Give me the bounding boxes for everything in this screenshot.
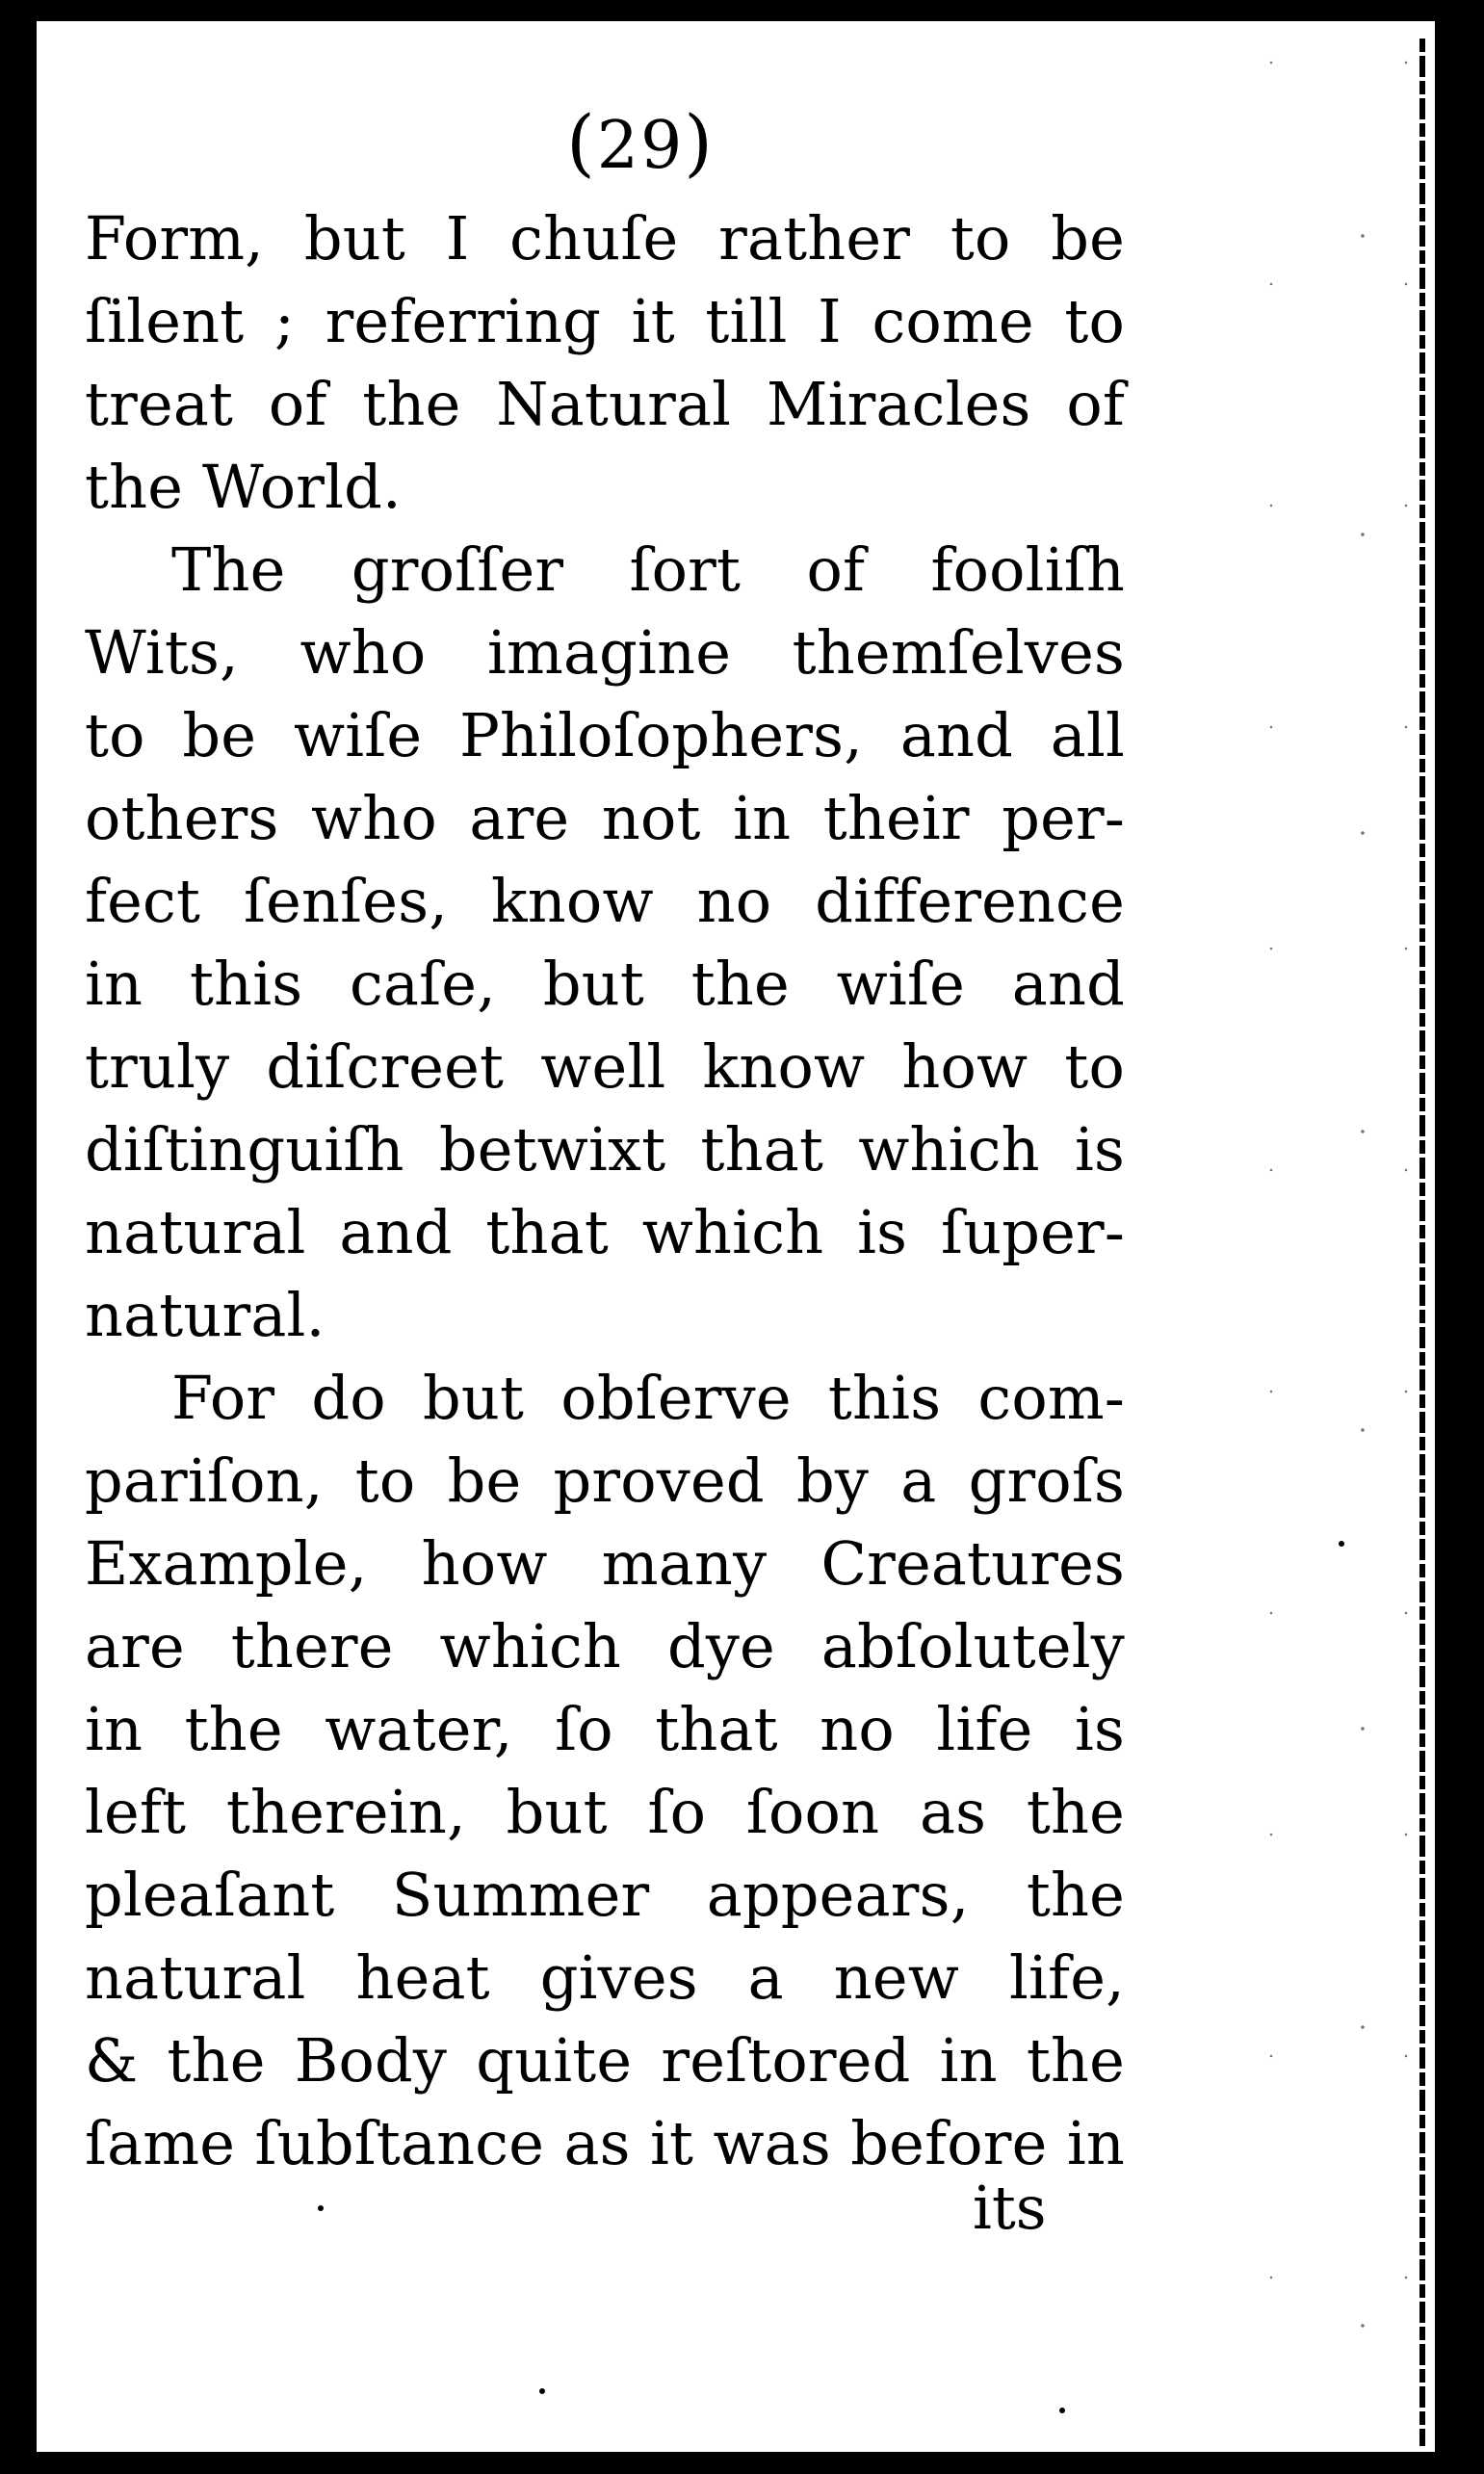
text-line: left therein, but ſo ſoon as the: [85, 1777, 1125, 1847]
text-line: ſame ſubſtance as it was before in: [85, 2108, 1125, 2178]
text-line: natural and that which is ſuper-: [85, 1197, 1125, 1267]
text-line: pleaſant Summer appears, the: [85, 1860, 1125, 1930]
text-line: the World.: [85, 452, 402, 522]
text-line: pariſon, to be proved by a groſs: [85, 1445, 1125, 1516]
text-line: in this caſe, but the wiſe and: [85, 949, 1125, 1019]
text-line: For do but obſerve this com-: [171, 1363, 1125, 1433]
text-line: Form, but I chuſe rather to be: [85, 203, 1125, 273]
page-number: (29): [566, 99, 715, 185]
text-line: treat of the Natural Miracles of: [85, 369, 1125, 439]
text-line: to be wiſe Philoſophers, and all: [85, 700, 1125, 770]
text-line: truly diſcreet well know how to: [85, 1031, 1125, 1102]
text-line: are there which dye abſolutely: [85, 1611, 1125, 1681]
text-line: Wits, who imagine themſelves: [85, 617, 1125, 688]
scan-border-bottom: [0, 2452, 1484, 2474]
scan-border-left: [0, 0, 37, 2474]
text-line: diſtinguiſh betwixt that which is: [85, 1114, 1125, 1185]
scan-border-right: [1435, 0, 1484, 2474]
text-line: The groſſer ſort of fooliſh: [171, 534, 1125, 605]
text-line: ſilent ; referring it till I come to: [85, 286, 1125, 356]
scan-border-top: [0, 0, 1484, 21]
book-edge-shadow: [1419, 39, 1425, 2446]
text-line: fect ſenſes, know no difference: [85, 866, 1125, 936]
page-number-value: 29: [596, 108, 685, 184]
text-line: natural heat gives a new life,: [85, 1942, 1125, 2013]
paper-speck: [318, 2205, 324, 2211]
text-line: others who are not in their per-: [85, 783, 1125, 853]
text-line: natural.: [85, 1280, 325, 1350]
body-text: [85, 197, 1125, 2185]
paper-speck: [1059, 2408, 1065, 2413]
paper-speck: [1339, 1541, 1344, 1547]
paper-specks: [1252, 29, 1416, 2436]
text-line: Example, how many Creatures: [85, 1528, 1125, 1599]
text-line: & the Body quite reſtored in the: [85, 2025, 1125, 2096]
catchword: its: [973, 2173, 1047, 2243]
text-line: in the water, ſo that no life is: [85, 1694, 1125, 1764]
paper-speck: [539, 2388, 545, 2394]
